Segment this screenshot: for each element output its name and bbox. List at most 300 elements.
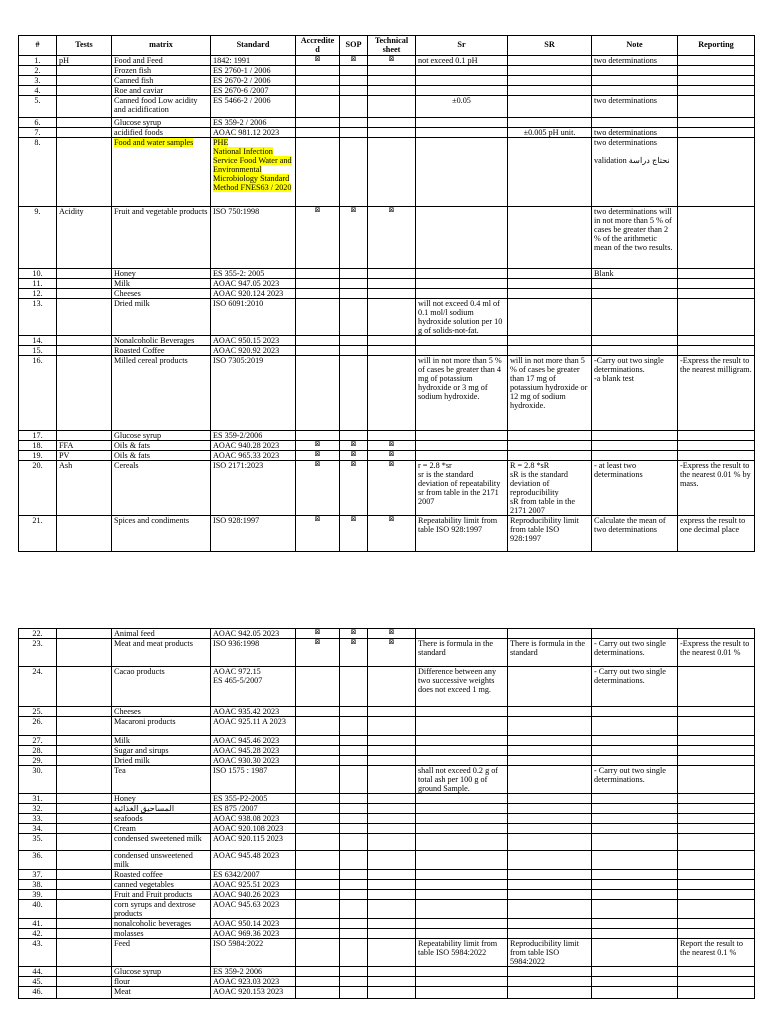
table-cell-sr-reproducibility: will in not more than 5 % of cases be greater than 17 mg of potassium hydroxide or 12 mg of sodium hydroxide. — [508, 356, 592, 431]
table-row — [19, 919, 755, 929]
table-cell-test — [57, 824, 112, 834]
table-cell-technical-sheet — [368, 431, 416, 441]
table-cell-standard: ES 6342/2007 — [211, 870, 296, 880]
table-cell-sr-repeatability — [416, 756, 508, 766]
table-cell-notes — [592, 900, 678, 919]
table-cell-notes — [592, 880, 678, 890]
table-cell-reporting — [678, 336, 755, 346]
table-cell-technical-sheet: ⊠ — [368, 639, 416, 667]
table-cell-notes — [592, 870, 678, 880]
table-cell-sr-repeatability — [416, 987, 508, 999]
table-cell-reporting — [678, 96, 755, 118]
table-row — [19, 356, 755, 431]
table-cell-sr-repeatability — [416, 431, 508, 441]
table-cell-reporting — [678, 128, 755, 138]
table-row — [19, 804, 755, 814]
table-cell-test — [57, 138, 112, 207]
table-cell-number: 14. — [19, 336, 57, 346]
table-cell-sr-reproducibility — [508, 207, 592, 269]
table-cell-accredited — [296, 66, 340, 76]
table-cell-technical-sheet — [368, 356, 416, 431]
table-row — [19, 794, 755, 804]
table-cell-notes: - at least two determinations — [592, 461, 678, 516]
table-cell-matrix: Nonalcoholic Beverages — [112, 336, 211, 346]
table-cell-reporting — [678, 346, 755, 356]
table-cell-technical-sheet — [368, 870, 416, 880]
table-row — [19, 890, 755, 900]
table-cell-accredited — [296, 96, 340, 118]
table-cell-number: 34. — [19, 824, 57, 834]
table-row — [19, 96, 755, 118]
table-cell-sr-reproducibility — [508, 824, 592, 834]
table-cell-number: 44. — [19, 967, 57, 977]
table-cell-accredited — [296, 804, 340, 814]
table-cell-accredited — [296, 929, 340, 939]
table-cell-sr-reproducibility — [508, 118, 592, 128]
table-cell-notes — [592, 987, 678, 999]
table-cell-standard: ISO 2171:2023 — [211, 461, 296, 516]
table-header-row — [19, 36, 755, 56]
table-cell-accredited — [296, 987, 340, 999]
table-row — [19, 299, 755, 336]
table-cell-test — [57, 667, 112, 707]
table-cell-sr-repeatability — [416, 289, 508, 299]
table-cell-test — [57, 269, 112, 279]
table-cell-matrix: acidified foods — [112, 128, 211, 138]
table-cell-sr-repeatability — [416, 336, 508, 346]
table-cell-sr-repeatability — [416, 717, 508, 736]
table-cell-standard: ISO 6091:2010 — [211, 299, 296, 336]
table-cell-technical-sheet — [368, 814, 416, 824]
table-cell-sr-reproducibility — [508, 929, 592, 939]
table-cell-test — [57, 118, 112, 128]
table-cell-accredited — [296, 279, 340, 289]
table-cell-notes: two determinations — [592, 96, 678, 118]
table-cell-sop — [340, 96, 368, 118]
table-cell-notes — [592, 336, 678, 346]
table-cell-sop: ⊠ — [340, 207, 368, 269]
table-cell-sr-reproducibility — [508, 987, 592, 999]
table-cell-number: 32. — [19, 804, 57, 814]
table-cell-notes: two determinations validation نحتاج دراسة — [592, 138, 678, 207]
header-accredited: Accredite d — [296, 36, 340, 56]
table-cell-sop — [340, 756, 368, 766]
table-cell-technical-sheet — [368, 804, 416, 814]
table-cell-sop — [340, 707, 368, 717]
table-cell-test — [57, 279, 112, 289]
table-cell-matrix: Glucose syrup — [112, 967, 211, 977]
table-row — [19, 138, 755, 207]
table-cell-sr-repeatability — [416, 900, 508, 919]
table-cell-sr-repeatability — [416, 967, 508, 977]
table-cell-technical-sheet — [368, 919, 416, 929]
table-cell-notes: - Carry out two single determinations. — [592, 766, 678, 794]
table-cell-standard: AOAC 972.15 ES 465-5/2007 — [211, 667, 296, 707]
table-cell-test — [57, 756, 112, 766]
table-cell-reporting — [678, 987, 755, 999]
table-cell-notes — [592, 929, 678, 939]
table-cell-sop — [340, 890, 368, 900]
table-cell-reporting — [678, 977, 755, 987]
table-cell-accredited: ⊠ — [296, 441, 340, 451]
table-cell-sr-reproducibility — [508, 766, 592, 794]
table-cell-number: 16. — [19, 356, 57, 431]
highlighted-text: Food and water samples — [114, 138, 194, 148]
table-cell-standard: AOAC 923.03 2023 — [211, 977, 296, 987]
table-cell-technical-sheet — [368, 667, 416, 707]
table-cell-sop — [340, 967, 368, 977]
table-cell-test — [57, 289, 112, 299]
table-cell-matrix: Tea — [112, 766, 211, 794]
table-row — [19, 900, 755, 919]
table-cell-standard: AOAC 940.26 2023 — [211, 890, 296, 900]
table-row — [19, 56, 755, 66]
table-cell-technical-sheet — [368, 86, 416, 96]
table-cell-accredited — [296, 967, 340, 977]
table-cell-test — [57, 299, 112, 336]
table-cell-sr-repeatability — [416, 834, 508, 851]
table-cell-notes: Calculate the mean of two determinations — [592, 516, 678, 552]
table-cell-sr-repeatability: There is formula in the standard — [416, 639, 508, 667]
table-cell-matrix: Milled cereal products — [112, 356, 211, 431]
table-cell-accredited: ⊠ — [296, 451, 340, 461]
table-cell-sr-reproducibility: R = 2.8 *sR sR is the standard deviation of reproducibility sR from table in the 2171 2007 — [508, 461, 592, 516]
table-cell-number: 38. — [19, 880, 57, 890]
table-cell-reporting — [678, 431, 755, 441]
header-tests: Tests — [57, 36, 112, 56]
table-cell-matrix: canned vegetables — [112, 880, 211, 890]
table-cell-technical-sheet — [368, 766, 416, 794]
table-cell-accredited — [296, 736, 340, 746]
table-cell-test — [57, 336, 112, 346]
table-cell-matrix: Macaroni products — [112, 717, 211, 736]
table-cell-accredited — [296, 756, 340, 766]
table-cell-sr-repeatability — [416, 977, 508, 987]
table-cell-sop: ⊠ — [340, 441, 368, 451]
table-cell-standard: AOAC 981.12 2023 — [211, 128, 296, 138]
table-cell-number: 26. — [19, 717, 57, 736]
table-cell-matrix: Canned food Low acidity and acidification — [112, 96, 211, 118]
table-cell-sr-repeatability — [416, 746, 508, 756]
table-cell-test — [57, 766, 112, 794]
table-cell-standard: AOAC 920.115 2023 — [211, 834, 296, 851]
table-cell-notes — [592, 919, 678, 929]
table-cell-sop — [340, 794, 368, 804]
table-cell-sop — [340, 269, 368, 279]
table-cell-sr-repeatability — [416, 451, 508, 461]
table-cell-number: 33. — [19, 814, 57, 824]
table-row — [19, 86, 755, 96]
table-cell-accredited — [296, 346, 340, 356]
table-cell-standard: AOAC 945.28 2023 — [211, 746, 296, 756]
table-cell-sr-repeatability — [416, 814, 508, 824]
table-cell-sop — [340, 977, 368, 987]
table-cell-sop — [340, 814, 368, 824]
table-cell-sop — [340, 667, 368, 707]
table-cell-number: 28. — [19, 746, 57, 756]
table-cell-reporting — [678, 794, 755, 804]
table-cell-notes — [592, 967, 678, 977]
table-cell-sop — [340, 824, 368, 834]
table-cell-sr-reproducibility — [508, 870, 592, 880]
table-cell-notes: -Carry out two single determinations. -a blank test — [592, 356, 678, 431]
table-cell-sr-repeatability — [416, 269, 508, 279]
table-cell-sr-reproducibility — [508, 56, 592, 66]
table-cell-number: 45. — [19, 977, 57, 987]
header-sr-reproducibility: SR — [508, 36, 592, 56]
header-matrix: matrix — [112, 36, 211, 56]
table-cell-accredited — [296, 766, 340, 794]
table-cell-accredited: ⊠ — [296, 207, 340, 269]
table-cell-reporting — [678, 86, 755, 96]
table-cell-notes: Blank — [592, 269, 678, 279]
table-cell-reporting: -Express the result to the nearest milligram. — [678, 356, 755, 431]
table-row — [19, 269, 755, 279]
table-cell-matrix: Glucose syrup — [112, 118, 211, 128]
table-cell-number: 6. — [19, 118, 57, 128]
table-cell-technical-sheet — [368, 717, 416, 736]
table-cell-matrix: Feed — [112, 939, 211, 967]
table-cell-technical-sheet — [368, 707, 416, 717]
table-cell-sop — [340, 929, 368, 939]
table-cell-notes — [592, 746, 678, 756]
table-row — [19, 766, 755, 794]
table-cell-accredited — [296, 870, 340, 880]
table-cell-number: 7. — [19, 128, 57, 138]
table-cell-sr-repeatability — [416, 279, 508, 289]
table-cell-standard: AOAC 947.05 2023 — [211, 279, 296, 289]
table-cell-test — [57, 639, 112, 667]
table-cell-notes — [592, 86, 678, 96]
table-cell-technical-sheet: ⊠ — [368, 516, 416, 552]
table-cell-matrix: Sugar and sirups — [112, 746, 211, 756]
table-cell-sr-reproducibility — [508, 667, 592, 707]
table-cell-standard: ES 2670-2 / 2006 — [211, 76, 296, 86]
table-cell-notes — [592, 707, 678, 717]
table-cell-sr-repeatability — [416, 629, 508, 639]
table-cell-sop — [340, 76, 368, 86]
table-cell-sr-reproducibility — [508, 66, 592, 76]
table-cell-technical-sheet — [368, 851, 416, 870]
header-note: Note — [592, 36, 678, 56]
table-cell-matrix: Milk — [112, 279, 211, 289]
table-cell-accredited — [296, 269, 340, 279]
table-cell-technical-sheet — [368, 880, 416, 890]
table-cell-reporting — [678, 269, 755, 279]
table-cell-sop — [340, 900, 368, 919]
table-cell-accredited — [296, 86, 340, 96]
table-cell-accredited — [296, 717, 340, 736]
table-row — [19, 207, 755, 269]
table-cell-number: 1. — [19, 56, 57, 66]
table-cell-standard: ISO 1575 : 1987 — [211, 766, 296, 794]
table-cell-sr-reproducibility — [508, 96, 592, 118]
table-cell-sr-reproducibility: Reproducibility limit from table ISO 5984:2022 — [508, 939, 592, 967]
table-cell-number: 31. — [19, 794, 57, 804]
table-cell-notes — [592, 717, 678, 736]
table-cell-sop — [340, 138, 368, 207]
table-body-part-2 — [19, 629, 755, 999]
table-cell-sop — [340, 289, 368, 299]
table-cell-accredited — [296, 834, 340, 851]
table-cell-technical-sheet — [368, 977, 416, 987]
table-cell-sr-repeatability: Difference between any two successive weights does not exceed 1 mg. — [416, 667, 508, 707]
table-cell-notes — [592, 794, 678, 804]
table-cell-sr-reproducibility — [508, 851, 592, 870]
table-cell-standard: ES 875 /2007 — [211, 804, 296, 814]
table-row — [19, 880, 755, 890]
table-cell-technical-sheet — [368, 76, 416, 86]
table-cell-sr-reproducibility — [508, 299, 592, 336]
header-technical-sheet: Technical sheet — [368, 36, 416, 56]
table-cell-sop — [340, 86, 368, 96]
table-cell-sr-repeatability: will not exceed 0.4 ml of 0.1 mol/l sodium hydroxide solution per 10 g of solids-not-fat. — [416, 299, 508, 336]
table-cell-accredited — [296, 880, 340, 890]
table-cell-test — [57, 834, 112, 851]
table-cell-sr-reproducibility — [508, 746, 592, 756]
table-cell-sr-repeatability — [416, 128, 508, 138]
table-cell-test — [57, 356, 112, 431]
table-cell-reporting — [678, 56, 755, 66]
table-cell-technical-sheet — [368, 289, 416, 299]
table-cell-number: 42. — [19, 929, 57, 939]
table-cell-number: 39. — [19, 890, 57, 900]
table-row — [19, 516, 755, 552]
table-cell-accredited — [296, 707, 340, 717]
table-cell-test — [57, 977, 112, 987]
table-cell-reporting — [678, 629, 755, 639]
table-row — [19, 639, 755, 667]
table-cell-notes — [592, 66, 678, 76]
table-cell-sr-reproducibility — [508, 269, 592, 279]
highlighted-text: PHE National Infection Service Food Water and Environmental Microbiology Standard Method FNES63 / 2020 — [213, 138, 292, 193]
table-cell-notes — [592, 629, 678, 639]
table-cell-standard: ES 5466-2 / 2006 — [211, 96, 296, 118]
table-cell-notes: two determinations — [592, 128, 678, 138]
table-cell-sr-repeatability: Repeatability limit from table ISO 5984:2022 — [416, 939, 508, 967]
table-cell-technical-sheet — [368, 736, 416, 746]
table-cell-accredited — [296, 977, 340, 987]
table-cell-sr-reproducibility — [508, 834, 592, 851]
table-cell-sr-repeatability — [416, 138, 508, 207]
table-cell-test — [57, 96, 112, 118]
table-cell-reporting — [678, 756, 755, 766]
table-cell-matrix: Frozen fish — [112, 66, 211, 76]
table-row — [19, 746, 755, 756]
table-cell-sr-reproducibility — [508, 977, 592, 987]
table-cell-number: 17. — [19, 431, 57, 441]
table-cell-notes — [592, 939, 678, 967]
table-cell-standard: AOAC 940.28 2023 — [211, 441, 296, 451]
table-cell-reporting — [678, 138, 755, 207]
table-cell-reporting — [678, 76, 755, 86]
table-row — [19, 461, 755, 516]
table-cell-standard: AOAC 965.33 2023 — [211, 451, 296, 461]
table-cell-test — [57, 746, 112, 756]
table-row — [19, 441, 755, 451]
table-cell-reporting: express the result to one decimal place — [678, 516, 755, 552]
table-cell-sr-reproducibility — [508, 794, 592, 804]
table-cell-technical-sheet — [368, 756, 416, 766]
table-cell-notes — [592, 851, 678, 870]
table-cell-test — [57, 76, 112, 86]
table-cell-test — [57, 870, 112, 880]
table-cell-accredited — [296, 919, 340, 929]
table-cell-standard: ES 359-2 2006 — [211, 967, 296, 977]
table-row — [19, 736, 755, 746]
table-cell-reporting — [678, 814, 755, 824]
table-cell-standard: AOAC 950.14 2023 — [211, 919, 296, 929]
table-cell-sop — [340, 870, 368, 880]
table-cell-number: 21. — [19, 516, 57, 552]
table-row — [19, 939, 755, 967]
table-row — [19, 128, 755, 138]
table-cell-reporting — [678, 890, 755, 900]
table-cell-number: 27. — [19, 736, 57, 746]
table-cell-accredited — [296, 431, 340, 441]
table-cell-sop — [340, 834, 368, 851]
table-cell-test — [57, 987, 112, 999]
table-cell-sr-reproducibility — [508, 736, 592, 746]
table-cell-sr-repeatability — [416, 794, 508, 804]
table-cell-accredited — [296, 746, 340, 756]
table-cell-sop — [340, 766, 368, 794]
table-cell-matrix: Honey — [112, 269, 211, 279]
table-cell-sr-reproducibility — [508, 279, 592, 289]
table-row — [19, 279, 755, 289]
table-row — [19, 814, 755, 824]
table-cell-reporting: -Express the result to the nearest 0.01 % — [678, 639, 755, 667]
table-cell-technical-sheet — [368, 939, 416, 967]
table-cell-matrix: Dried milk — [112, 756, 211, 766]
table-cell-matrix: Glucose syrup — [112, 431, 211, 441]
table-cell-notes: - Carry out two single determinations. — [592, 639, 678, 667]
table-cell-accredited: ⊠ — [296, 639, 340, 667]
table-cell-test — [57, 736, 112, 746]
table-cell-technical-sheet — [368, 929, 416, 939]
table-cell-technical-sheet — [368, 299, 416, 336]
table-row — [19, 336, 755, 346]
table-cell-number: 20. — [19, 461, 57, 516]
table-cell-matrix: Cereals — [112, 461, 211, 516]
table-cell-sop: ⊠ — [340, 629, 368, 639]
table-cell-technical-sheet — [368, 269, 416, 279]
table-row — [19, 118, 755, 128]
table-cell-sop — [340, 939, 368, 967]
table-cell-technical-sheet — [368, 336, 416, 346]
table-row — [19, 717, 755, 736]
table-cell-matrix: condensed unsweetened milk — [112, 851, 211, 870]
table-cell-reporting — [678, 766, 755, 794]
table-cell-technical-sheet: ⊠ — [368, 629, 416, 639]
table-cell-accredited — [296, 939, 340, 967]
table-cell-sr-repeatability: shall not exceed 0.2 g of total ash per 100 g of ground Sample. — [416, 766, 508, 794]
table-row — [19, 851, 755, 870]
table-cell-matrix: Meat — [112, 987, 211, 999]
header-sop: SOP — [340, 36, 368, 56]
table-cell-sop — [340, 987, 368, 999]
table-cell-sr-reproducibility — [508, 289, 592, 299]
table-cell-accredited: ⊠ — [296, 629, 340, 639]
table-cell-matrix: condensed sweetened milk — [112, 834, 211, 851]
table-cell-standard: ES 359-2/2006 — [211, 431, 296, 441]
table-cell-reporting — [678, 824, 755, 834]
table-cell-standard: AOAC 920.108 2023 — [211, 824, 296, 834]
table-cell-number: 8. — [19, 138, 57, 207]
table-cell-test — [57, 717, 112, 736]
table-cell-technical-sheet — [368, 794, 416, 804]
table-cell-standard: 1842: 1991 — [211, 56, 296, 66]
